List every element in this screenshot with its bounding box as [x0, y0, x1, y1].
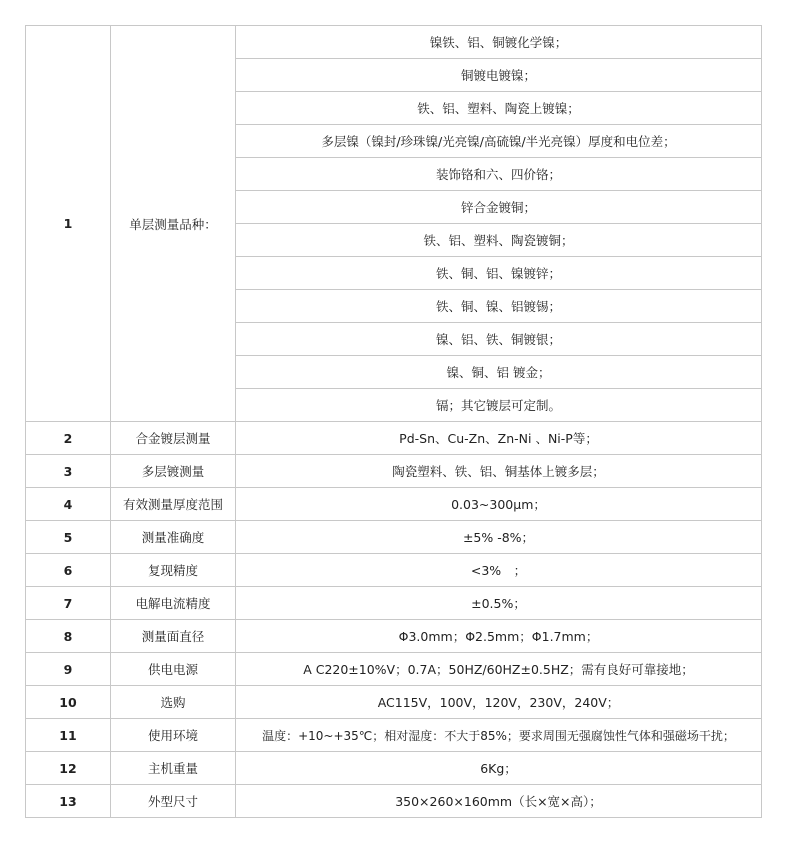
- row-value: ±0.5%；: [236, 587, 762, 620]
- row-label: 合金镀层测量: [111, 422, 236, 455]
- table-row: [26, 686, 762, 719]
- row-label: 使用环境: [111, 719, 236, 752]
- table-row: [26, 521, 762, 554]
- row-number: 11: [26, 719, 111, 752]
- row-label: 主机重量: [111, 752, 236, 785]
- row-value: 多层镍（镍封/珍珠镍/光亮镍/高硫镍/半光亮镍）厚度和电位差；: [236, 125, 762, 158]
- row-number: 1: [26, 26, 111, 422]
- row-label: 多层镀测量: [111, 455, 236, 488]
- row-number: 3: [26, 455, 111, 488]
- row-label: 外型尺寸: [111, 785, 236, 818]
- row-value: 温度：+10~+35℃；相对湿度：不大于85%；要求周围无强腐蚀性气体和强磁场干扰；: [236, 719, 762, 752]
- spec-table-body: [26, 26, 762, 818]
- table-row: [26, 752, 762, 785]
- table-row: [26, 620, 762, 653]
- row-value: 锌合金镀铜；: [236, 191, 762, 224]
- row-value: A C220±10%V；0.7A；50HZ/60HZ±0.5HZ；需有良好可靠接地；: [236, 653, 762, 686]
- row-label: 测量面直径: [111, 620, 236, 653]
- row-value: 镉；其它镀层可定制。: [236, 389, 762, 422]
- table-row: [26, 719, 762, 752]
- row-number: 9: [26, 653, 111, 686]
- row-value: 镍、铝、铁、铜镀银；: [236, 323, 762, 356]
- row-value: <3% ；: [236, 554, 762, 587]
- table-row: [26, 488, 762, 521]
- row-value: 0.03~300μm；: [236, 488, 762, 521]
- row-label: 有效测量厚度范围: [111, 488, 236, 521]
- table-row: [26, 785, 762, 818]
- row-value: 铁、铝、塑料、陶瓷镀铜；: [236, 224, 762, 257]
- row-number: 5: [26, 521, 111, 554]
- row-value: Φ3.0mm；Φ2.5mm；Φ1.7mm；: [236, 620, 762, 653]
- row-value: 铁、铝、塑料、陶瓷上镀镍；: [236, 92, 762, 125]
- row-value: 350×260×160mm（长×宽×高）；: [236, 785, 762, 818]
- row-number: 12: [26, 752, 111, 785]
- row-label: 供电电源: [111, 653, 236, 686]
- row-value: 镍、铜、铝 镀金；: [236, 356, 762, 389]
- row-value: 镍铁、铝、铜镀化学镍；: [236, 26, 762, 59]
- row-number: 13: [26, 785, 111, 818]
- table-row: [26, 26, 762, 59]
- row-number: 8: [26, 620, 111, 653]
- table-row: [26, 587, 762, 620]
- row-value: 铁、铜、铝、镍镀锌；: [236, 257, 762, 290]
- table-row: [26, 554, 762, 587]
- row-number: 2: [26, 422, 111, 455]
- row-value: 陶瓷塑料、铁、铝、铜基体上镀多层；: [236, 455, 762, 488]
- row-label: 选购: [111, 686, 236, 719]
- row-value: Pd-Sn、Cu-Zn、Zn-Ni 、Ni-P等；: [236, 422, 762, 455]
- row-number: 7: [26, 587, 111, 620]
- table-row: [26, 455, 762, 488]
- row-number: 4: [26, 488, 111, 521]
- row-value: ±5% -8%；: [236, 521, 762, 554]
- row-value: AC115V，100V，120V，230V，240V；: [236, 686, 762, 719]
- row-value: 装饰铬和六、四价铬；: [236, 158, 762, 191]
- spec-table: [25, 25, 762, 818]
- row-value: 铁、铜、镍、铝镀锡；: [236, 290, 762, 323]
- row-value: 6Kg；: [236, 752, 762, 785]
- row-label: 测量准确度: [111, 521, 236, 554]
- table-row: [26, 422, 762, 455]
- table-row: [26, 653, 762, 686]
- row-label: 单层测量品种：: [111, 26, 236, 422]
- row-value: 铜镀电镀镍；: [236, 59, 762, 92]
- row-label: 电解电流精度: [111, 587, 236, 620]
- row-label: 复现精度: [111, 554, 236, 587]
- row-number: 10: [26, 686, 111, 719]
- row-number: 6: [26, 554, 111, 587]
